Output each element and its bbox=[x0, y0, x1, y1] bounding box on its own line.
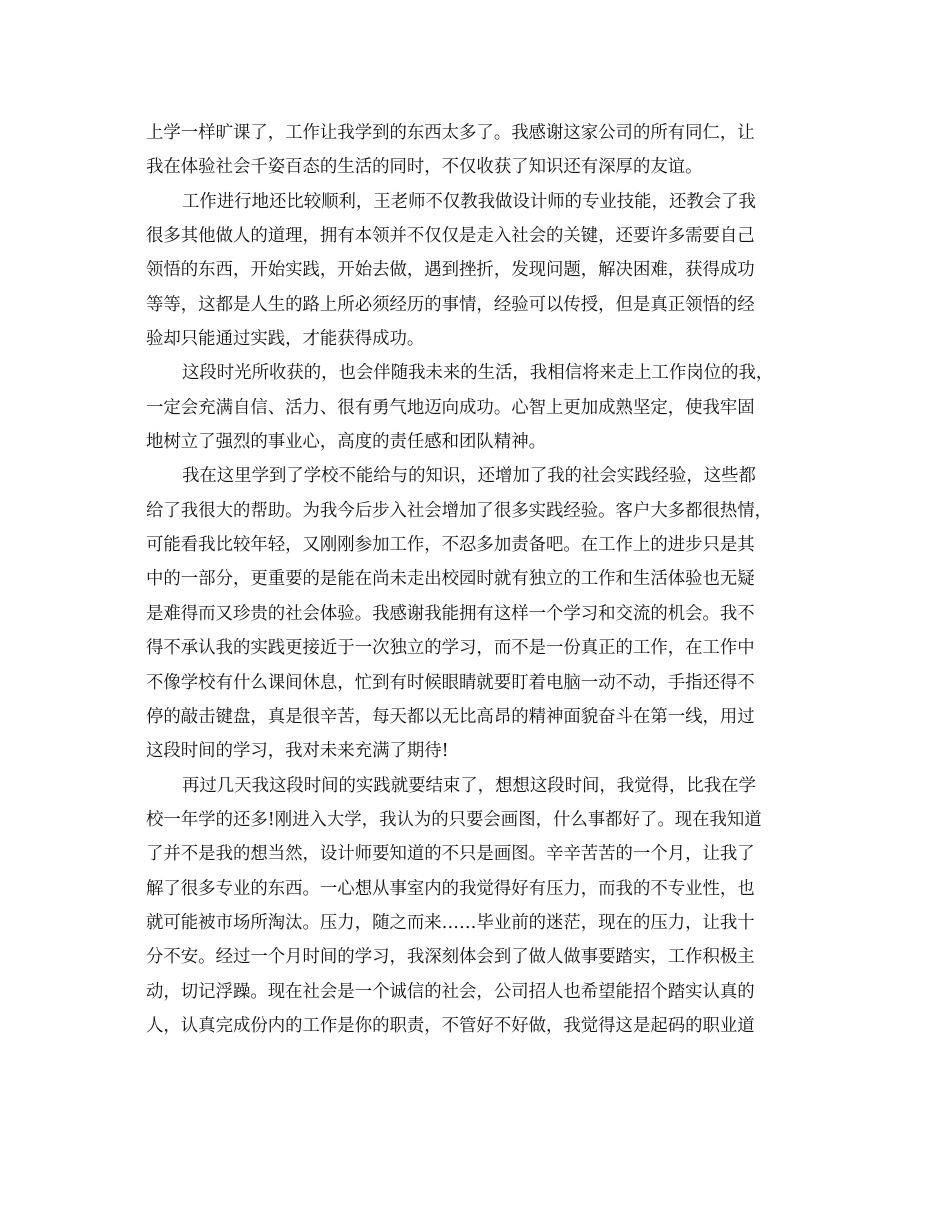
text-line: 等等，这都是人生的路上所必须经历的事情，经验可以传授，但是真正领悟的经 bbox=[146, 294, 755, 315]
text-line: 解了很多专业的东西。一心想从事室内的我觉得好有压力，而我的不专业性，也 bbox=[146, 878, 755, 899]
text-line: 给了我很大的帮助。为我今后步入社会增加了很多实践经验。客户大多都很热情， bbox=[146, 500, 773, 521]
text-line: 停的敲击键盘，真是很辛苦，每天都以无比高昂的精神面貌奋斗在第一线，用过 bbox=[146, 706, 755, 727]
text-line: 动，切记浮躁。现在社会是一个诚信的社会，公司招人也希望能招个踏实认真的 bbox=[146, 981, 755, 1002]
text-line: 很多其他做人的道理，拥有本领并不仅仅是走入社会的关键，还要许多需要自己 bbox=[146, 226, 755, 247]
text-line: 一定会充满自信、活力、很有勇气地迈向成功。心智上更加成熟坚定，使我牢固 bbox=[146, 397, 755, 418]
text-line: 不像学校有什么课间休息，忙到有时候眼睛就要盯着电脑一动不动，手指还得不 bbox=[146, 672, 755, 693]
text-line: 是难得而又珍贵的社会体验。我感谢我能拥有这样一个学习和交流的机会。我不 bbox=[146, 603, 755, 624]
text-line: 可能看我比较年轻，又刚刚参加工作，不忍多加责备吧。在工作上的进步只是其 bbox=[146, 535, 755, 556]
text-line: 就可能被市场所淘汰。压力，随之而来……毕业前的迷茫，现在的压力，让我十 bbox=[146, 912, 755, 933]
paragraph-start-line: 工作进行地还比较顺利，王老师不仅教我做设计师的专业技能，还教会了我 bbox=[182, 191, 756, 212]
text-line: 验却只能通过实践，才能获得成功。 bbox=[146, 329, 425, 350]
text-line: 中的一部分，更重要的是能在尚未走出校园时就有独立的工作和生活体验也无疑 bbox=[146, 569, 755, 590]
text-line: 上学一样旷课了，工作让我学到的东西太多了。我感谢这家公司的所有同仁，让 bbox=[146, 123, 755, 143]
text-line: 地树立了强烈的事业心，高度的责任感和团队精神。 bbox=[146, 432, 546, 453]
text-line: 得不承认我的实践更接近于一次独立的学习，而不是一份真正的工作，在工作中 bbox=[146, 638, 755, 659]
text-line: 这段时间的学习，我对未来充满了期待! bbox=[146, 741, 449, 762]
text-line: 人，认真完成份内的工作是你的职责，不管好不好做，我觉得这是起码的职业道 bbox=[146, 1015, 755, 1036]
text-line: 分不安。经过一个月时间的学习，我深刻体会到了做人做事要踏实，工作积极主 bbox=[146, 947, 755, 968]
text-line: 校一年学的还多!刚进入大学，我认为的只要会画图，什么事都好了。现在我知道 bbox=[146, 809, 762, 830]
text-line: 领悟的东西，开始实践，开始去做，遇到挫折，发现问题，解决困难，获得成功 bbox=[146, 260, 755, 281]
body-text bbox=[146, 116, 808, 1043]
paragraph-start-line: 这段时光所收获的，也会伴随我未来的生活，我相信将来走上工作岗位的我， bbox=[182, 363, 774, 384]
paragraph-start-line: 再过几天我这段时间的实践就要结束了，想想这段时间，我觉得，比我在学 bbox=[182, 775, 756, 796]
text-line: 了并不是我的想当然，设计师要知道的不只是画图。辛辛苦苦的一个月，让我了 bbox=[146, 844, 755, 865]
paragraph-start-line: 我在这里学到了学校不能给与的知识，还增加了我的社会实践经验，这些都 bbox=[182, 466, 756, 487]
text-line: 我在体验社会千姿百态的生活的同时，不仅收获了知识还有深厚的友谊。 bbox=[146, 157, 703, 178]
